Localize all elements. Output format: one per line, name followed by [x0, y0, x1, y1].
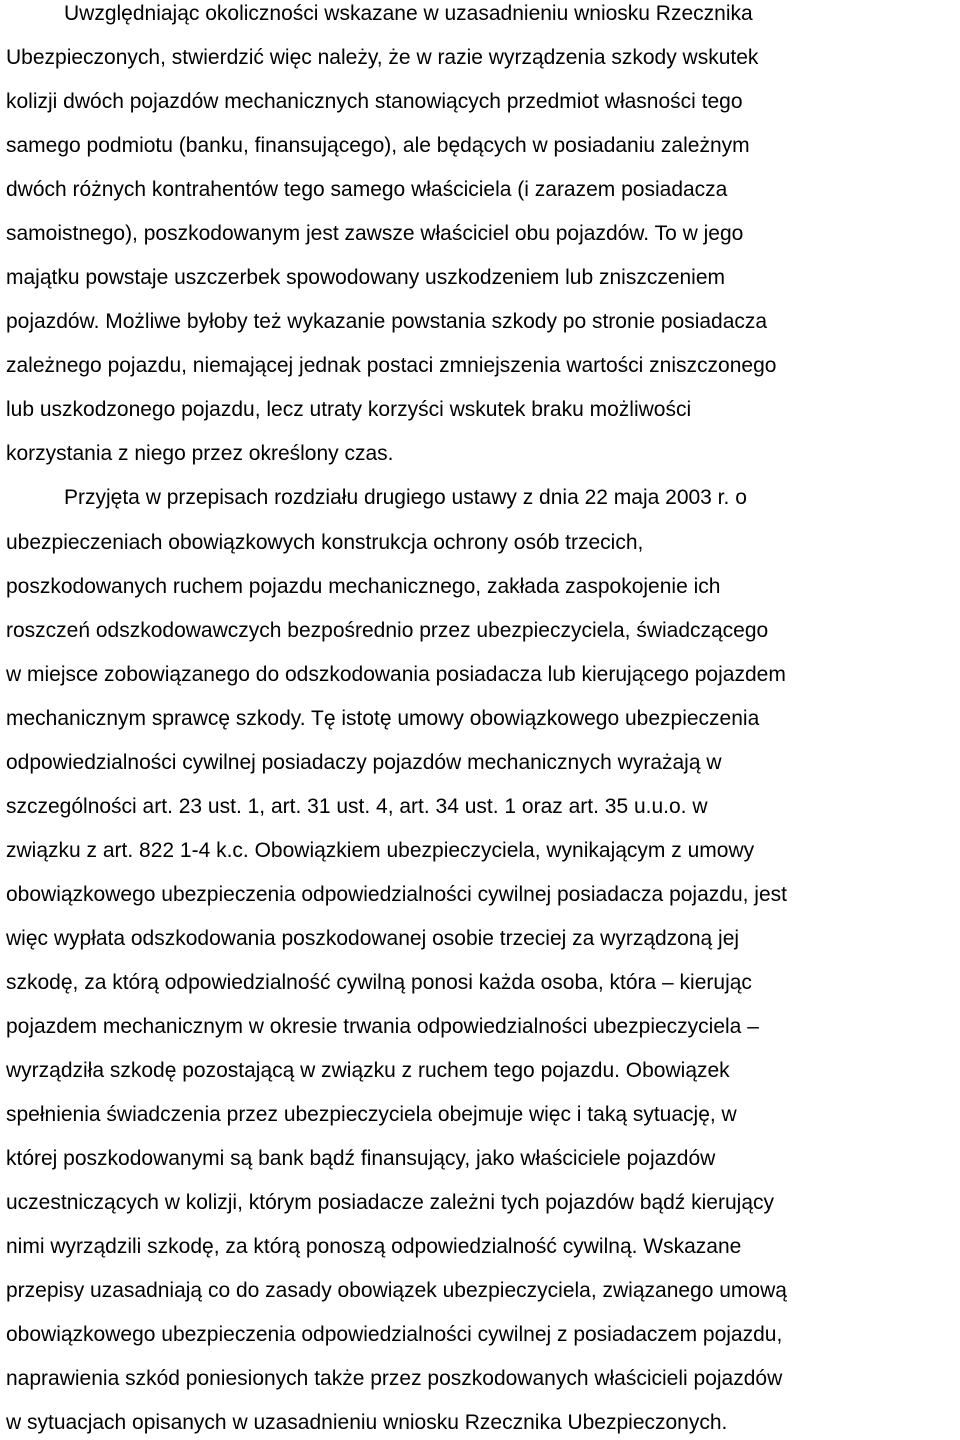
text-line: więc wypłata odszkodowania poszkodowanej osobie trzeciej za wyrządzoną jej — [6, 927, 740, 950]
text-line: związku z art. 822 1-4 k.c. Obowiązkiem ubezpieczyciela, wynikającym z umowy — [6, 839, 755, 862]
text-line: wyrządziła szkodę pozostającą w związku z ruchem tego pojazdu. Obowiązek — [6, 1059, 730, 1082]
text-line: Ubezpieczonych, stwierdzić więc należy, że w razie wyrządzenia szkody wskutek — [6, 46, 759, 69]
text-line: poszkodowanych ruchem pojazdu mechanicznego, zakłada zaspokojenie ich — [6, 575, 721, 598]
text-line: zależnego pojazdu, niemającej jednak postaci zmniejszenia wartości zniszczonego — [6, 354, 777, 377]
text-line: spełnienia świadczenia przez ubezpieczyciela obejmuje więc i taką sytuację, w — [6, 1103, 737, 1126]
text-line: ubezpieczeniach obowiązkowych konstrukcja ochrony osób trzecich, — [6, 531, 644, 554]
text-line: naprawienia szkód poniesionych także przez poszkodowanych właścicieli pojazdów — [6, 1367, 783, 1390]
text-line: odpowiedzialności cywilnej posiadaczy pojazdów mechanicznych wyrażają w — [6, 751, 722, 774]
text-line: lub uszkodzonego pojazdu, lecz utraty korzyści wskutek braku możliwości — [6, 398, 692, 421]
text-line: pojazdem mechanicznym w okresie trwania odpowiedzialności ubezpieczyciela – — [6, 1015, 759, 1038]
text-line: korzystania z niego przez określony czas. — [6, 442, 394, 465]
text-line: majątku powstaje uszczerbek spowodowany uszkodzeniem lub zniszczeniem — [6, 266, 726, 289]
text-line: dwóch różnych kontrahentów tego samego właściciela (i zarazem posiadacza — [6, 178, 728, 201]
text-line: pojazdów. Możliwe byłoby też wykazanie powstania szkody po stronie posiadacza — [6, 310, 768, 333]
text-line: Przyjęta w przepisach rozdziału drugiego ustawy z dnia 22 maja 2003 r. o — [64, 486, 747, 509]
text-line: roszczeń odszkodowawczych bezpośrednio przez ubezpieczyciela, świadczącego — [6, 619, 769, 642]
text-line: samoistnego), poszkodowanym jest zawsze właściciel obu pojazdów. To w jego — [6, 222, 744, 245]
text-line: obowiązkowego ubezpieczenia odpowiedzialności cywilnej posiadacza pojazdu, jest — [6, 883, 787, 906]
text-line: uczestniczących w kolizji, którym posiadacze zależni tych pojazdów bądź kierujący — [6, 1191, 774, 1214]
text-line: samego podmiotu (banku, finansującego), ale będących w posiadaniu zależnym — [6, 134, 750, 157]
text-line: w miejsce zobowiązanego do odszkodowania posiadacza lub kierującego pojazdem — [6, 663, 786, 686]
text-line: której poszkodowanymi są bank bądź finansujący, jako właściciele pojazdów — [6, 1147, 716, 1170]
text-line: nimi wyrządzili szkodę, za którą ponoszą odpowiedzialność cywilną. Wskazane — [6, 1235, 742, 1258]
text-line: przepisy uzasadniają co do zasady obowiązek ubezpieczyciela, związanego umową — [6, 1279, 787, 1302]
text-line: obowiązkowego ubezpieczenia odpowiedzialności cywilnej z posiadaczem pojazdu, — [6, 1323, 783, 1346]
text-line: szczególności art. 23 ust. 1, art. 31 ust. 4, art. 34 ust. 1 oraz art. 35 u.u.o. w — [6, 795, 708, 818]
text-line: Uwzględniając okoliczności wskazane w uzasadnieniu wniosku Rzecznika — [64, 2, 753, 25]
text-line: szkodę, za którą odpowiedzialność cywilną ponosi każda osoba, która – kierując — [6, 971, 752, 994]
text-line: kolizji dwóch pojazdów mechanicznych stanowiących przedmiot własności tego — [6, 90, 743, 113]
text-line: mechanicznym sprawcę szkody. Tę istotę umowy obowiązkowego ubezpieczenia — [6, 707, 760, 730]
text-line: w sytuacjach opisanych w uzasadnieniu wniosku Rzecznika Ubezpieczonych. — [6, 1411, 728, 1434]
